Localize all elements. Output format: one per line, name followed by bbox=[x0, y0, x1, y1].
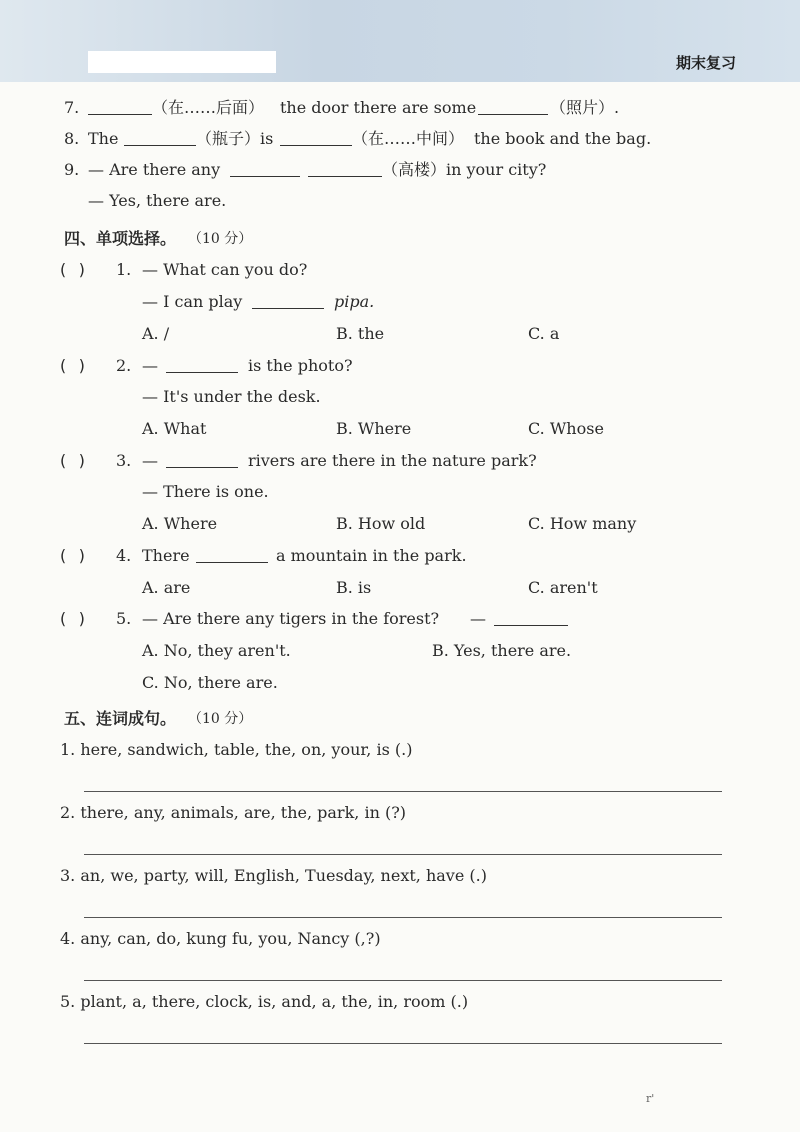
option-b[interactable]: B. the bbox=[336, 324, 385, 343]
answer-paren[interactable]: ( ) bbox=[58, 260, 87, 279]
question-text: the door there are some bbox=[280, 98, 477, 117]
option-a[interactable]: A. / bbox=[142, 324, 170, 343]
option-c[interactable]: C. aren't bbox=[528, 578, 598, 597]
answer-blank[interactable] bbox=[166, 354, 238, 373]
question-text: a mountain in the park. bbox=[276, 546, 467, 565]
question-text: — Are there any bbox=[88, 160, 221, 179]
mc-question-2 bbox=[0, 354, 800, 378]
section-5-heading bbox=[0, 707, 800, 731]
answer-blank[interactable] bbox=[494, 607, 568, 626]
question-text: — There is one. bbox=[142, 482, 269, 501]
question-text: in your city? bbox=[446, 160, 547, 179]
option-a[interactable]: A. Where bbox=[142, 514, 218, 533]
answer-blank[interactable] bbox=[252, 290, 324, 309]
answer-line[interactable] bbox=[84, 854, 722, 855]
section-title: 四、单项选择。 bbox=[64, 229, 177, 248]
header-blank-label bbox=[88, 51, 276, 73]
section-score: （10 分） bbox=[188, 711, 253, 727]
option-a[interactable]: A. What bbox=[142, 419, 207, 438]
question-text: — I can play bbox=[142, 292, 243, 311]
answer-line[interactable] bbox=[84, 791, 722, 792]
question-number: 1. bbox=[116, 260, 132, 279]
question-number: 7. bbox=[64, 98, 80, 117]
question-number: 8. bbox=[64, 129, 80, 148]
question-text: the book and the bag. bbox=[474, 129, 652, 148]
option-c[interactable]: C. No, there are. bbox=[142, 673, 278, 692]
answer-line[interactable] bbox=[84, 980, 722, 981]
option-c[interactable]: C. Whose bbox=[528, 419, 604, 438]
mc-question-1 bbox=[0, 258, 800, 282]
answer-blank[interactable] bbox=[124, 127, 196, 146]
question-number: 5. bbox=[116, 609, 132, 628]
question-text: rivers are there in the nature park? bbox=[248, 451, 537, 470]
hint-text: （在……中间） bbox=[352, 129, 465, 148]
question-number: 3. bbox=[116, 451, 132, 470]
mc-question-2-options bbox=[0, 417, 800, 441]
hint-text: （高楼） bbox=[382, 160, 447, 179]
word-order-item-5 bbox=[0, 990, 800, 1014]
question-text: There bbox=[142, 546, 190, 565]
option-c[interactable]: C. a bbox=[528, 324, 560, 343]
mc-question-1-line2 bbox=[0, 290, 800, 314]
option-a[interactable]: A. No, they aren't. bbox=[142, 641, 291, 660]
question-text: — Are there any tigers in the forest? bbox=[142, 609, 440, 628]
mc-question-5 bbox=[0, 607, 800, 631]
mc-question-3 bbox=[0, 449, 800, 473]
answer-paren[interactable]: ( ) bbox=[58, 356, 87, 375]
question-text: is the photo? bbox=[248, 356, 353, 375]
mc-question-2-line2 bbox=[0, 385, 800, 409]
question-text: — What can you do? bbox=[142, 260, 308, 279]
mc-question-5-options-row2 bbox=[0, 671, 800, 695]
answer-blank[interactable] bbox=[196, 544, 268, 563]
question-number: 4. bbox=[116, 546, 132, 565]
section-title: 五、连词成句。 bbox=[64, 709, 177, 728]
option-b[interactable]: B. is bbox=[336, 578, 372, 597]
option-a[interactable]: A. are bbox=[142, 578, 191, 597]
question-9 bbox=[0, 158, 800, 182]
item-text: 4. any, can, do, kung fu, you, Nancy (,?) bbox=[60, 929, 381, 948]
answer-blank[interactable] bbox=[478, 96, 548, 115]
mc-question-3-options bbox=[0, 512, 800, 536]
mc-question-4-options bbox=[0, 576, 800, 600]
question-text: — It's under the desk. bbox=[142, 387, 321, 406]
hint-text: （瓶子）is bbox=[196, 129, 274, 148]
hint-text: （在……后面） bbox=[152, 98, 265, 117]
section-score: （10 分） bbox=[188, 231, 253, 247]
question-text: — bbox=[142, 356, 158, 375]
question-8 bbox=[0, 127, 800, 151]
question-text: — bbox=[142, 451, 158, 470]
hint-text: （照片）. bbox=[550, 98, 620, 117]
section-4-heading bbox=[0, 227, 800, 251]
question-text: The bbox=[88, 129, 119, 148]
mc-question-3-line2 bbox=[0, 480, 800, 504]
item-text: 5. plant, a, there, clock, is, and, a, the, in, room (.) bbox=[60, 992, 469, 1011]
mc-question-4 bbox=[0, 544, 800, 568]
answer-blank[interactable] bbox=[280, 127, 352, 146]
option-b[interactable]: B. Where bbox=[336, 419, 412, 438]
word-order-item-4 bbox=[0, 927, 800, 951]
answer-line[interactable] bbox=[84, 917, 722, 918]
item-text: 2. there, any, animals, are, the, park, in (?) bbox=[60, 803, 407, 822]
question-text: — bbox=[470, 609, 486, 628]
item-text: 3. an, we, party, will, English, Tuesday, next, have (.) bbox=[60, 866, 487, 885]
answer-paren[interactable]: ( ) bbox=[58, 609, 87, 628]
mc-question-5-options-row1 bbox=[0, 639, 800, 663]
answer-paren[interactable]: ( ) bbox=[58, 546, 87, 565]
page-header bbox=[0, 0, 800, 82]
word-order-item-1 bbox=[0, 738, 800, 762]
answer-blank[interactable] bbox=[166, 449, 238, 468]
item-text: 1. here, sandwich, table, the, on, your, is (.) bbox=[60, 740, 413, 759]
word-order-item-3 bbox=[0, 864, 800, 888]
answer-blank[interactable] bbox=[308, 158, 382, 177]
reply-text: — Yes, there are. bbox=[88, 191, 227, 210]
answer-blank[interactable] bbox=[230, 158, 300, 177]
header-title: 期末复习 bbox=[675, 54, 736, 72]
question-number: 9. bbox=[64, 160, 80, 179]
answer-line[interactable] bbox=[84, 1043, 722, 1044]
word-order-item-2 bbox=[0, 801, 800, 825]
answer-paren[interactable]: ( ) bbox=[58, 451, 87, 470]
answer-blank[interactable] bbox=[88, 96, 152, 115]
question-9-reply bbox=[0, 189, 800, 213]
option-c[interactable]: C. How many bbox=[528, 514, 637, 533]
scan-speck: r' bbox=[646, 1092, 655, 1105]
option-b[interactable]: B. Yes, there are. bbox=[432, 641, 572, 660]
option-b[interactable]: B. How old bbox=[336, 514, 426, 533]
mc-question-1-options bbox=[0, 322, 800, 346]
question-text: pipa. bbox=[334, 292, 375, 311]
question-number: 2. bbox=[116, 356, 132, 375]
question-7 bbox=[0, 96, 800, 120]
